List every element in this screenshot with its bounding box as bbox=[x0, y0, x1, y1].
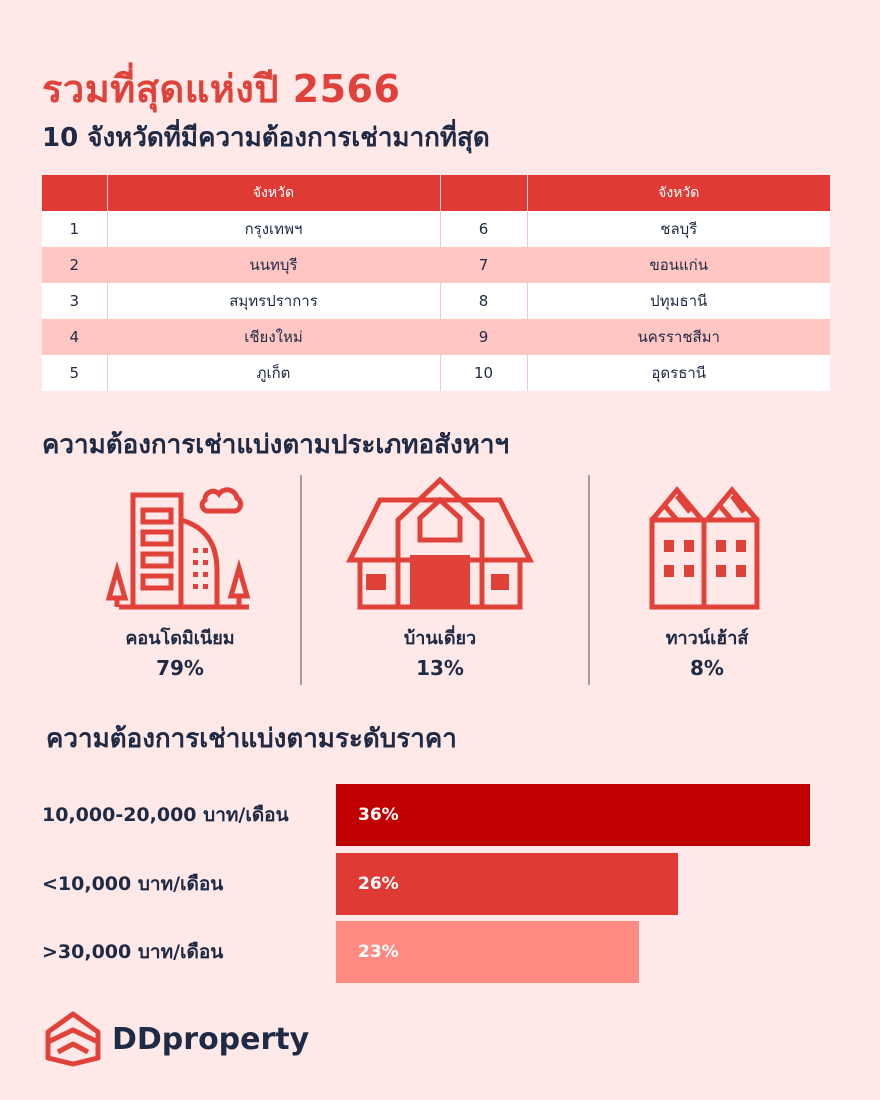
property-type-heading: ความต้องการเช่าแบ่งตามประเภทอสังหาฯ bbox=[42, 430, 510, 460]
price-bar-row bbox=[42, 853, 832, 915]
price-bar-value: 36% bbox=[358, 805, 399, 825]
page-title: รวมที่สุดแห่งปี 2566 bbox=[42, 67, 401, 111]
rank-number: 1 bbox=[42, 211, 107, 247]
type-percent: 8% bbox=[690, 656, 724, 680]
table-row bbox=[42, 211, 830, 247]
price-bar-row bbox=[42, 784, 832, 846]
type-percent: 79% bbox=[156, 656, 204, 680]
rank-number: 7 bbox=[440, 247, 527, 283]
divider bbox=[300, 475, 302, 685]
province-name: ชลบุรี bbox=[527, 211, 830, 247]
province-name: ปทุมธานี bbox=[527, 283, 830, 319]
price-bar-label: <10,000 บาท/เดือน bbox=[42, 873, 224, 895]
rank-number: 6 bbox=[440, 211, 527, 247]
rank-number: 9 bbox=[440, 319, 527, 355]
price-range-heading: ความต้องการเช่าแบ่งตามระดับราคา bbox=[46, 724, 457, 754]
price-bar-value: 26% bbox=[358, 874, 399, 894]
table-row bbox=[42, 283, 830, 319]
brand-logo bbox=[42, 1008, 309, 1070]
page-subtitle: 10 จังหวัดที่มีความต้องการเช่ามากที่สุด bbox=[42, 123, 490, 153]
type-condo bbox=[50, 470, 310, 690]
house-icon bbox=[340, 470, 540, 615]
type-townhouse bbox=[577, 470, 837, 690]
ddproperty-logo-icon bbox=[42, 1008, 104, 1070]
table-header-rank-2 bbox=[440, 175, 527, 211]
rank-number: 5 bbox=[42, 355, 107, 391]
type-house bbox=[310, 470, 570, 690]
rank-number: 2 bbox=[42, 247, 107, 283]
province-name: เชียงใหม่ bbox=[107, 319, 440, 355]
price-bar-value: 23% bbox=[358, 942, 399, 962]
price-bar bbox=[336, 921, 639, 983]
type-percent: 13% bbox=[416, 656, 464, 680]
price-bar-label: >30,000 บาท/เดือน bbox=[42, 941, 224, 963]
province-name: อุดรธานี bbox=[527, 355, 830, 391]
province-name: นนทบุรี bbox=[107, 247, 440, 283]
province-ranking-table bbox=[42, 175, 830, 391]
rank-number: 4 bbox=[42, 319, 107, 355]
province-name: ขอนแก่น bbox=[527, 247, 830, 283]
townhouse-icon bbox=[632, 470, 782, 615]
rank-number: 3 bbox=[42, 283, 107, 319]
table-header-row bbox=[42, 175, 830, 211]
type-label: ทาวน์เฮ้าส์ bbox=[665, 628, 749, 649]
province-name: ภูเก็ต bbox=[107, 355, 440, 391]
price-bar-label: 10,000-20,000 บาท/เดือน bbox=[42, 804, 289, 826]
divider bbox=[588, 475, 590, 685]
table-row bbox=[42, 319, 830, 355]
price-bar-row bbox=[42, 921, 832, 983]
table-row bbox=[42, 355, 830, 391]
brand-name: DDproperty bbox=[112, 1021, 310, 1057]
rank-number: 10 bbox=[440, 355, 527, 391]
property-type-section bbox=[42, 470, 842, 690]
type-label: บ้านเดี่ยว bbox=[403, 628, 477, 649]
table-header-rank-1 bbox=[42, 175, 107, 211]
province-name: นครราชสีมา bbox=[527, 319, 830, 355]
price-bar bbox=[336, 784, 810, 846]
province-name: สมุทรปราการ bbox=[107, 283, 440, 319]
price-bar bbox=[336, 853, 678, 915]
type-label: คอนโดมิเนียม bbox=[125, 628, 235, 649]
province-name: กรุงเทพฯ bbox=[107, 211, 440, 247]
table-row bbox=[42, 247, 830, 283]
rank-number: 8 bbox=[440, 283, 527, 319]
condo-icon bbox=[105, 470, 255, 615]
table-header-province-2: จังหวัด bbox=[527, 175, 830, 211]
table-header-province-1: จังหวัด bbox=[107, 175, 440, 211]
